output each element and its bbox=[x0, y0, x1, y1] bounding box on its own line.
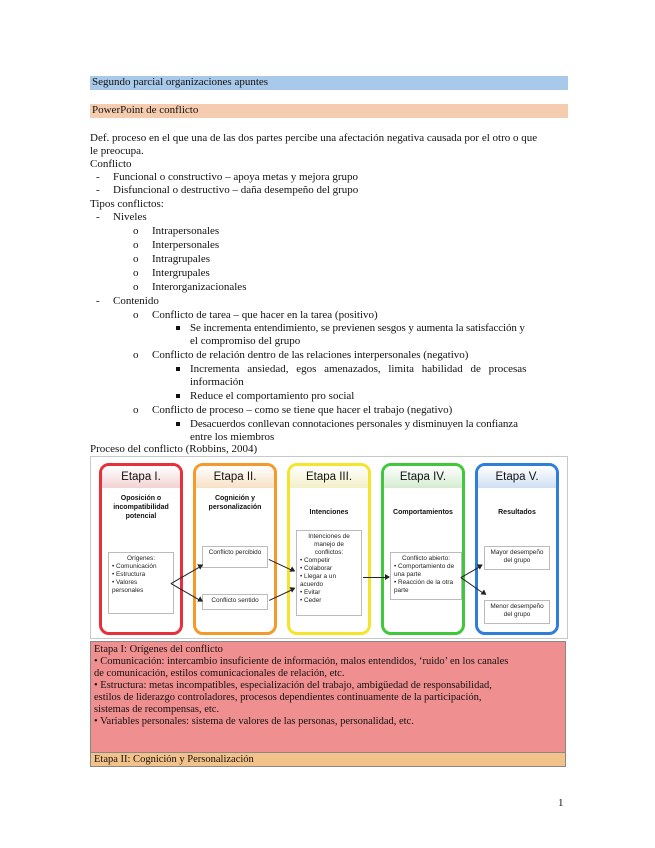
conflict-process-diagram bbox=[90, 456, 568, 639]
intencion-item: • Llegar a un acuerdo bbox=[300, 573, 336, 588]
stage-5-subtitle: Resultados bbox=[498, 509, 536, 516]
proceso-detail-1: Desacuerdos conllevan connotaciones personales y disminuyen la confianza bbox=[190, 418, 518, 430]
stage-5 bbox=[475, 463, 559, 635]
niveles-label: Niveles bbox=[113, 211, 147, 223]
stage-2-title: Etapa II. bbox=[196, 466, 274, 488]
stage-4-title: Etapa IV. bbox=[384, 466, 462, 488]
mayor-box: Mayor desempeño del grupo bbox=[484, 546, 550, 570]
origenes-box bbox=[108, 552, 174, 614]
contenido-dash: - bbox=[96, 295, 100, 307]
conflicto-dash-1: - bbox=[96, 171, 100, 183]
arrow-3 bbox=[363, 577, 389, 578]
stage-4-subtitle: Comportamientos bbox=[393, 509, 453, 516]
stage-5-title: Etapa V. bbox=[478, 466, 556, 488]
nivel-item: Intrapersonales bbox=[152, 225, 220, 237]
stage-1 bbox=[99, 463, 183, 635]
origen-item: • Comunicación bbox=[112, 563, 157, 570]
intencion-item: • Colaborar bbox=[300, 565, 333, 572]
contenido-bullet: o bbox=[133, 309, 139, 321]
contenido-bullet: o bbox=[133, 349, 139, 361]
nivel-bullet: o bbox=[133, 239, 139, 251]
relacion-detail-3: Reduce el comportamiento pro social bbox=[190, 390, 355, 402]
stage-4 bbox=[381, 463, 465, 635]
page-number: 1 bbox=[558, 797, 564, 809]
intencion-item: • Evitar bbox=[300, 589, 321, 596]
proceso-label: Conflicto de proceso – como se tiene que hacer el trabajo (negativo) bbox=[152, 404, 453, 416]
section-title bbox=[90, 104, 568, 118]
variables-line: • Variables personales: sistema de valores de las personas, personalidad, etc. bbox=[94, 716, 414, 727]
stage-3-subtitle: Intenciones bbox=[309, 509, 349, 516]
abierto-item: • Comportamiento de una parte bbox=[394, 563, 455, 578]
stage-2-subtitle: Cognición y personalización bbox=[208, 495, 262, 511]
square-bullet bbox=[176, 422, 180, 426]
abierto-label: Conflicto abierto: bbox=[402, 555, 450, 562]
abierto-item: • Reacción de la otra parte bbox=[394, 579, 454, 594]
relacion-detail-2: información bbox=[190, 376, 244, 388]
page-title bbox=[90, 76, 568, 90]
niveles-dash: - bbox=[96, 211, 100, 223]
nivel-item: Interorganizacionales bbox=[152, 281, 247, 293]
nivel-item: Intergrupales bbox=[152, 267, 210, 279]
comunicacion-line-2: de comunicación, estilos comunicacionales de relación, etc. bbox=[94, 668, 345, 679]
origen-item: • Valores personales bbox=[112, 579, 144, 594]
origen-item: • Estructura bbox=[112, 571, 146, 578]
estructura-line-3: sistemas de recompensas, etc. bbox=[94, 704, 220, 715]
menor-box: Menor desempeño del grupo bbox=[484, 600, 550, 624]
conflicto-heading: Conflicto bbox=[90, 158, 132, 170]
estructura-line-1: • Estructura: metas incompatibles, especialización del trabajo, ambigüedad de responsabilidad, bbox=[94, 680, 492, 691]
etapa2-title: Etapa II: Cognición y Personalización bbox=[94, 754, 254, 765]
intencion-item: • Ceder bbox=[300, 597, 322, 604]
square-bullet bbox=[176, 326, 180, 330]
comunicacion-line-1: • Comunicación: intercambio insuficiente de información, malos entendidos, ‘ruido’ en los canales bbox=[94, 656, 509, 667]
sentido-box: Conflicto sentido bbox=[202, 594, 268, 610]
definition-line-2: le preocupa. bbox=[90, 145, 144, 157]
stage-1-subtitle: Oposición o incompatibilidad potencial bbox=[113, 495, 169, 520]
relacion-label: Conflicto de relación dentro de las relaciones interpersonales (negativo) bbox=[152, 349, 469, 361]
tipos-heading: Tipos conflictos: bbox=[90, 198, 164, 210]
tarea-label: Conflicto de tarea – que hacer en la tarea (positivo) bbox=[152, 309, 378, 321]
square-bullet bbox=[176, 394, 180, 398]
nivel-bullet: o bbox=[133, 253, 139, 265]
nivel-item: Interpersonales bbox=[152, 239, 220, 251]
conflicto-item: Funcional o constructivo – apoya metas y mejora grupo bbox=[113, 171, 358, 183]
definition-line-1: Def. proceso en el que una de las dos partes percibe una afectación negativa causada por el otro o que bbox=[90, 132, 538, 144]
nivel-item: Intragrupales bbox=[152, 253, 211, 265]
nivel-bullet: o bbox=[133, 225, 139, 237]
square-bullet bbox=[176, 367, 180, 371]
intenciones-label: Intenciones de manejo de conflictos: bbox=[308, 533, 350, 556]
intenciones-box bbox=[296, 530, 362, 616]
etapa1-title: Etapa I: Orígenes del conflicto bbox=[94, 644, 223, 655]
contenido-bullet: o bbox=[133, 404, 139, 416]
percibido-box: Conflicto percibido bbox=[202, 546, 268, 568]
proceso-detail-2: entre los miembros bbox=[190, 431, 275, 443]
nivel-bullet: o bbox=[133, 267, 139, 279]
tarea-detail-2: el compromiso del grupo bbox=[190, 335, 301, 347]
estructura-line-2: estilos de liderazgo controladores, procesos dependientes continuamente de la participación, bbox=[94, 692, 482, 703]
stage-3-title: Etapa III. bbox=[290, 466, 368, 488]
relacion-detail-1: Incrementa ansiedad, egos amenazados, limita habilidad de procesas bbox=[190, 363, 527, 375]
stage-2 bbox=[193, 463, 277, 635]
etapa2-table-cell bbox=[90, 752, 566, 767]
title-text: Segundo parcial organizaciones apuntes bbox=[92, 76, 269, 88]
abierto-box bbox=[390, 552, 462, 600]
contenido-label: Contenido bbox=[113, 295, 159, 307]
proceso-heading: Proceso del conflicto (Robbins, 2004) bbox=[90, 443, 258, 455]
intencion-item: • Competir bbox=[300, 557, 330, 564]
tarea-detail-1: Se incrementa entendimiento, se previenen sesgos y aumenta la satisfacción y bbox=[190, 322, 525, 334]
etapa1-table-cell bbox=[90, 641, 566, 756]
stage-1-title: Etapa I. bbox=[102, 466, 180, 488]
conflicto-item: Disfuncional o destructivo – daña desempeño del grupo bbox=[113, 184, 359, 196]
conflicto-dash-2: - bbox=[96, 184, 100, 196]
origenes-label: Orígenes: bbox=[126, 555, 156, 562]
stage-3 bbox=[287, 463, 371, 635]
nivel-bullet: o bbox=[133, 281, 139, 293]
subtitle-text: PowerPoint de conflicto bbox=[92, 104, 199, 116]
